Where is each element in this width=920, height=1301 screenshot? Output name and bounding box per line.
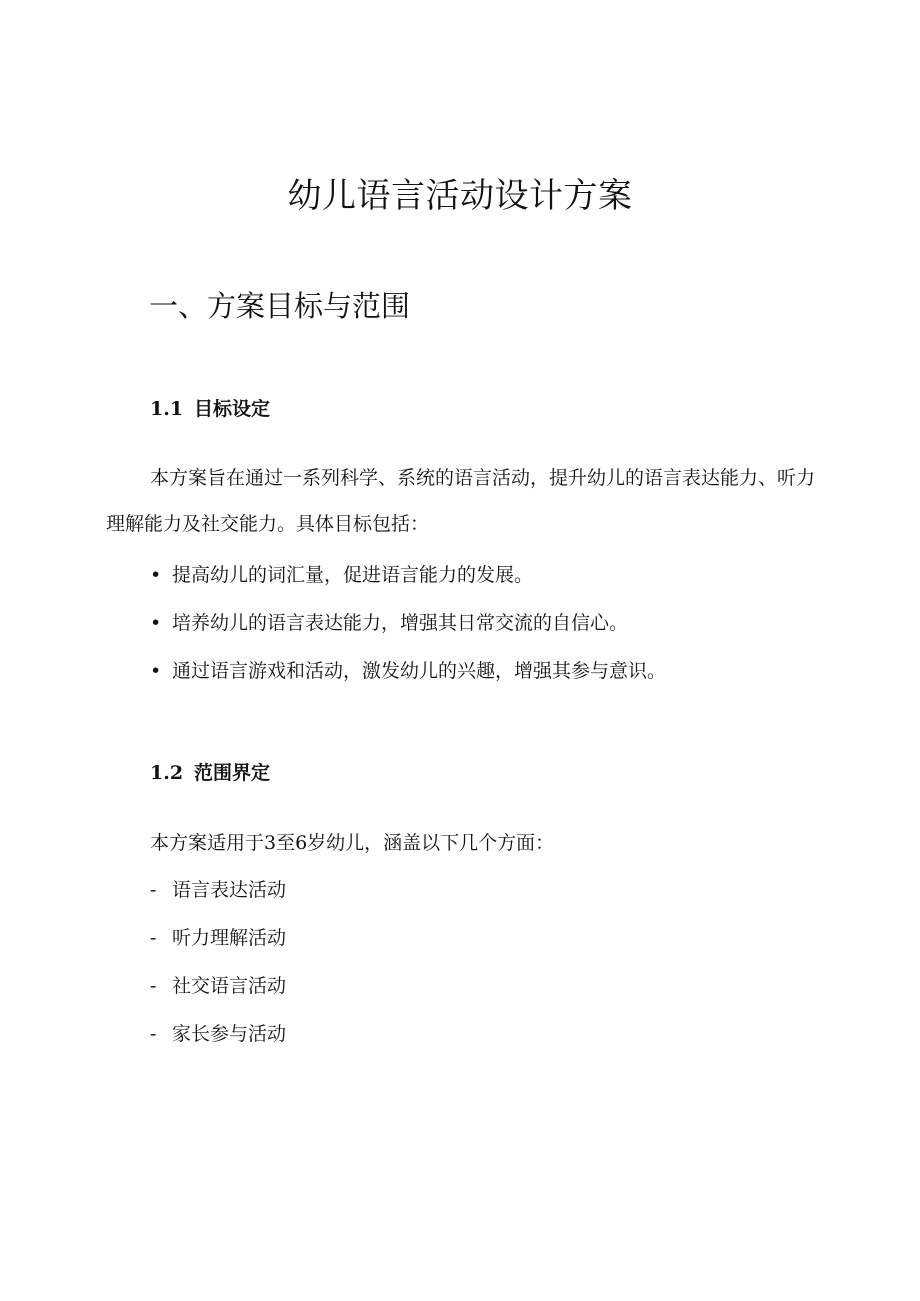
list-item: [150, 974, 286, 1022]
list-item-text: 通过语言游戏和活动，激发幼儿的兴趣，增强其参与意识。: [172, 660, 667, 682]
dash-marker: -: [150, 927, 157, 949]
list-item: [150, 659, 666, 707]
bullet-marker: •: [150, 564, 162, 586]
list-item: [150, 926, 286, 974]
bullet-marker: •: [150, 660, 162, 682]
bullet-marker: •: [150, 612, 162, 634]
list-item-text: 家长参与活动: [172, 1023, 287, 1045]
scope-intro: 本方案适用于3至6岁幼儿，涵盖以下几个方面：: [150, 832, 555, 854]
document-title: 幼儿语言活动设计方案: [287, 176, 633, 216]
subsection-heading-1-2: [150, 761, 270, 786]
goal-paragraph: 本方案旨在通过一系列科学、系统的语言活动，提升幼儿的语言表达能力、听力理解能力及社交能力。具体目标包括：: [106, 467, 816, 535]
list-item-text: 社交语言活动: [172, 975, 287, 997]
subsection-title: 目标设定: [194, 398, 271, 420]
list-item: [150, 563, 666, 611]
dash-marker: -: [150, 975, 157, 997]
dash-marker: -: [150, 1023, 157, 1045]
subsection-heading-1-1: [150, 397, 270, 422]
subsection-number: 1.1: [150, 398, 184, 420]
list-item-text: 提高幼儿的词汇量，促进语言能力的发展。: [172, 564, 534, 586]
list-item-text: 听力理解活动: [172, 927, 287, 949]
scope-dash-list: [150, 878, 286, 1070]
list-item-text: 语言表达活动: [172, 879, 287, 901]
list-item: [150, 1022, 286, 1070]
list-item: [150, 878, 286, 926]
dash-marker: -: [150, 879, 157, 901]
goal-bullet-list: [150, 563, 666, 707]
section-heading-1: 一、方案目标与范围: [149, 289, 411, 323]
list-item: [150, 611, 666, 659]
subsection-number: 1.2: [150, 762, 184, 784]
subsection-title: 范围界定: [194, 762, 271, 784]
list-item-text: 培养幼儿的语言表达能力，增强其日常交流的自信心。: [172, 612, 629, 634]
